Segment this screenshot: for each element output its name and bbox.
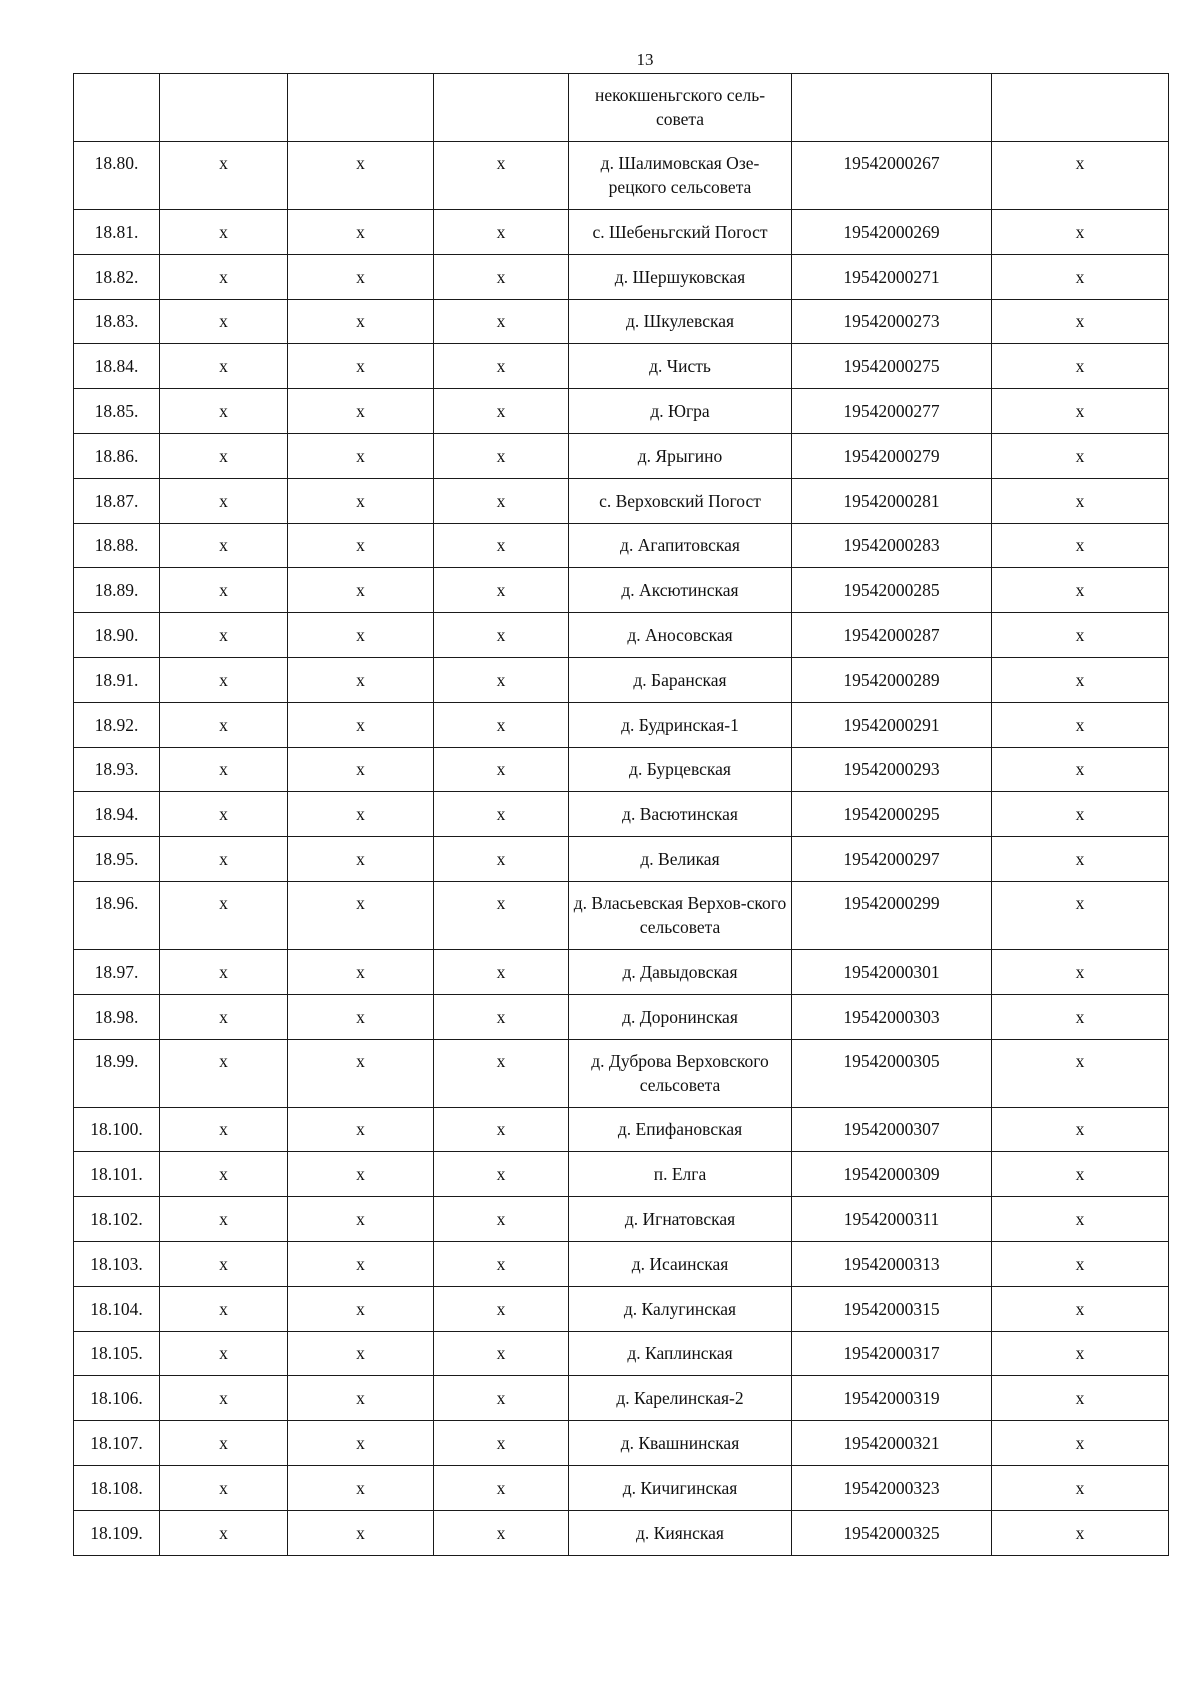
column-2-cell: х: [288, 1331, 434, 1376]
oktmo-code-cell: 19542000319: [792, 1376, 992, 1421]
column-3-cell: х: [434, 792, 569, 837]
column-6-cell: х: [992, 1331, 1169, 1376]
column-6-cell: х: [992, 299, 1169, 344]
column-2-cell: х: [288, 210, 434, 255]
column-1-cell: х: [160, 881, 288, 949]
column-3-cell: х: [434, 994, 569, 1039]
table-row: [74, 1331, 1169, 1376]
row-number-cell: 18.90.: [74, 613, 160, 658]
column-6-cell: х: [992, 344, 1169, 389]
column-6-cell: х: [992, 657, 1169, 702]
column-2-cell: х: [288, 1197, 434, 1242]
column-1-cell: х: [160, 254, 288, 299]
column-3-cell: х: [434, 344, 569, 389]
column-6-cell: х: [992, 1241, 1169, 1286]
row-number-cell: 18.82.: [74, 254, 160, 299]
settlement-name-cell: некокшеньгского сель-совета: [569, 74, 792, 142]
table-row: [74, 1421, 1169, 1466]
table-row: [74, 1197, 1169, 1242]
table-row: [74, 1039, 1169, 1107]
column-3-cell: х: [434, 657, 569, 702]
column-6-cell: х: [992, 1039, 1169, 1107]
column-1-cell: х: [160, 568, 288, 613]
row-number-cell: 18.86.: [74, 433, 160, 478]
oktmo-code-cell: 19542000317: [792, 1331, 992, 1376]
column-2-cell: х: [288, 1107, 434, 1152]
row-number-cell: 18.98.: [74, 994, 160, 1039]
column-2-cell: х: [288, 881, 434, 949]
column-2-cell: [288, 74, 434, 142]
settlement-name-cell: д. Будринская-1: [569, 702, 792, 747]
settlement-name-cell: д. Аксютинская: [569, 568, 792, 613]
column-1-cell: х: [160, 1510, 288, 1555]
table-row: [74, 568, 1169, 613]
row-number-cell: 18.99.: [74, 1039, 160, 1107]
column-1-cell: х: [160, 1331, 288, 1376]
oktmo-code-cell: 19542000267: [792, 142, 992, 210]
row-number-cell: 18.101.: [74, 1152, 160, 1197]
column-2-cell: х: [288, 837, 434, 882]
oktmo-code-cell: [792, 74, 992, 142]
column-1-cell: х: [160, 299, 288, 344]
table-row: [74, 994, 1169, 1039]
row-number-cell: 18.84.: [74, 344, 160, 389]
column-1-cell: х: [160, 1376, 288, 1421]
column-6-cell: х: [992, 1197, 1169, 1242]
column-2-cell: х: [288, 949, 434, 994]
table-row: [74, 837, 1169, 882]
settlement-name-cell: д. Игнатовская: [569, 1197, 792, 1242]
column-3-cell: х: [434, 1241, 569, 1286]
column-3-cell: х: [434, 1421, 569, 1466]
column-2-cell: х: [288, 1039, 434, 1107]
row-number-cell: 18.85.: [74, 389, 160, 434]
table-row: [74, 254, 1169, 299]
settlement-name-cell: д. Великая: [569, 837, 792, 882]
row-number-cell: 18.100.: [74, 1107, 160, 1152]
row-number-cell: 18.87.: [74, 478, 160, 523]
settlement-name-cell: д. Шершуковская: [569, 254, 792, 299]
column-3-cell: [434, 74, 569, 142]
column-2-cell: х: [288, 792, 434, 837]
column-1-cell: х: [160, 1286, 288, 1331]
settlement-name-cell: д. Дуброва Верховского сельсовета: [569, 1039, 792, 1107]
row-number-cell: 18.97.: [74, 949, 160, 994]
column-3-cell: х: [434, 568, 569, 613]
column-1-cell: х: [160, 949, 288, 994]
column-1-cell: х: [160, 1421, 288, 1466]
settlement-name-cell: д. Агапитовская: [569, 523, 792, 568]
settlement-name-cell: д. Исаинская: [569, 1241, 792, 1286]
oktmo-code-cell: 19542000285: [792, 568, 992, 613]
column-2-cell: х: [288, 702, 434, 747]
oktmo-code-cell: 19542000295: [792, 792, 992, 837]
row-number-cell: 18.109.: [74, 1510, 160, 1555]
column-3-cell: х: [434, 702, 569, 747]
column-6-cell: х: [992, 881, 1169, 949]
page-number: 13: [636, 50, 654, 69]
column-1-cell: х: [160, 344, 288, 389]
oktmo-code-cell: 19542000291: [792, 702, 992, 747]
settlement-name-cell: д. Каплинская: [569, 1331, 792, 1376]
column-3-cell: х: [434, 210, 569, 255]
column-1-cell: х: [160, 433, 288, 478]
column-6-cell: х: [992, 523, 1169, 568]
column-3-cell: х: [434, 523, 569, 568]
column-1-cell: х: [160, 142, 288, 210]
row-number-cell: 18.89.: [74, 568, 160, 613]
column-3-cell: х: [434, 881, 569, 949]
oktmo-code-cell: 19542000281: [792, 478, 992, 523]
row-number-cell: 18.80.: [74, 142, 160, 210]
settlement-name-cell: с. Верховский Погост: [569, 478, 792, 523]
settlement-name-cell: д. Баранская: [569, 657, 792, 702]
column-3-cell: х: [434, 254, 569, 299]
table-row: [74, 74, 1169, 142]
settlement-name-cell: д. Шкулевская: [569, 299, 792, 344]
oktmo-code-cell: 19542000293: [792, 747, 992, 792]
column-1-cell: х: [160, 1107, 288, 1152]
row-number-cell: 18.81.: [74, 210, 160, 255]
column-3-cell: х: [434, 1376, 569, 1421]
table-row: [74, 792, 1169, 837]
column-1-cell: х: [160, 792, 288, 837]
row-number-cell: 18.94.: [74, 792, 160, 837]
table-row: [74, 1241, 1169, 1286]
settlement-name-cell: д. Власьевская Верхов-ского сельсовета: [569, 881, 792, 949]
oktmo-code-cell: 19542000303: [792, 994, 992, 1039]
settlement-name-cell: д. Квашнинская: [569, 1421, 792, 1466]
column-6-cell: х: [992, 433, 1169, 478]
column-1-cell: х: [160, 657, 288, 702]
row-number-cell: 18.107.: [74, 1421, 160, 1466]
column-2-cell: х: [288, 747, 434, 792]
table-row: [74, 1510, 1169, 1555]
column-2-cell: х: [288, 299, 434, 344]
oktmo-code-cell: 19542000307: [792, 1107, 992, 1152]
column-2-cell: х: [288, 1376, 434, 1421]
settlement-name-cell: д. Шалимовская Озе-рецкого сельсовета: [569, 142, 792, 210]
table-row: [74, 657, 1169, 702]
row-number-cell: 18.92.: [74, 702, 160, 747]
oktmo-code-cell: 19542000275: [792, 344, 992, 389]
column-3-cell: х: [434, 1331, 569, 1376]
column-1-cell: х: [160, 1241, 288, 1286]
column-3-cell: х: [434, 433, 569, 478]
settlement-name-cell: д. Югра: [569, 389, 792, 434]
settlement-name-cell: д. Бурцевская: [569, 747, 792, 792]
column-1-cell: х: [160, 702, 288, 747]
column-2-cell: х: [288, 613, 434, 658]
column-1-cell: х: [160, 210, 288, 255]
settlement-name-cell: д. Ярыгино: [569, 433, 792, 478]
oktmo-code-cell: 19542000299: [792, 881, 992, 949]
column-2-cell: х: [288, 254, 434, 299]
column-2-cell: х: [288, 389, 434, 434]
oktmo-code-cell: 19542000277: [792, 389, 992, 434]
column-3-cell: х: [434, 299, 569, 344]
settlement-name-cell: д. Давыдовская: [569, 949, 792, 994]
table-row: [74, 1465, 1169, 1510]
column-2-cell: х: [288, 344, 434, 389]
column-2-cell: х: [288, 433, 434, 478]
column-6-cell: х: [992, 478, 1169, 523]
table-row: [74, 142, 1169, 210]
column-1-cell: х: [160, 1465, 288, 1510]
table-row: [74, 1286, 1169, 1331]
row-number-cell: 18.95.: [74, 837, 160, 882]
column-6-cell: х: [992, 1376, 1169, 1421]
row-number-cell: 18.106.: [74, 1376, 160, 1421]
oktmo-code-cell: 19542000301: [792, 949, 992, 994]
column-6-cell: х: [992, 1510, 1169, 1555]
column-3-cell: х: [434, 142, 569, 210]
column-1-cell: х: [160, 837, 288, 882]
column-6-cell: х: [992, 994, 1169, 1039]
column-3-cell: х: [434, 949, 569, 994]
column-6-cell: х: [992, 568, 1169, 613]
column-2-cell: х: [288, 1286, 434, 1331]
row-number-cell: 18.88.: [74, 523, 160, 568]
column-2-cell: х: [288, 994, 434, 1039]
oktmo-code-cell: 19542000279: [792, 433, 992, 478]
settlement-name-cell: д. Чисть: [569, 344, 792, 389]
column-3-cell: х: [434, 1107, 569, 1152]
column-1-cell: х: [160, 478, 288, 523]
row-number-cell: [74, 74, 160, 142]
column-6-cell: х: [992, 254, 1169, 299]
oktmo-code-cell: 19542000287: [792, 613, 992, 658]
oktmo-code-cell: 19542000269: [792, 210, 992, 255]
column-2-cell: х: [288, 142, 434, 210]
settlement-name-cell: д. Епифановская: [569, 1107, 792, 1152]
row-number-cell: 18.108.: [74, 1465, 160, 1510]
table-row: [74, 299, 1169, 344]
column-2-cell: х: [288, 1421, 434, 1466]
table-row: [74, 478, 1169, 523]
column-6-cell: х: [992, 1421, 1169, 1466]
column-3-cell: х: [434, 613, 569, 658]
oktmo-code-cell: 19542000309: [792, 1152, 992, 1197]
table-row: [74, 1376, 1169, 1421]
table-row: [74, 523, 1169, 568]
table-row: [74, 613, 1169, 658]
column-6-cell: х: [992, 1107, 1169, 1152]
column-6-cell: [992, 74, 1169, 142]
column-3-cell: х: [434, 1286, 569, 1331]
column-3-cell: х: [434, 747, 569, 792]
settlement-name-cell: п. Елга: [569, 1152, 792, 1197]
column-2-cell: х: [288, 478, 434, 523]
column-6-cell: х: [992, 747, 1169, 792]
row-number-cell: 18.104.: [74, 1286, 160, 1331]
column-1-cell: х: [160, 747, 288, 792]
oktmo-code-cell: 19542000311: [792, 1197, 992, 1242]
column-6-cell: х: [992, 949, 1169, 994]
column-3-cell: х: [434, 1197, 569, 1242]
column-6-cell: х: [992, 1152, 1169, 1197]
settlement-name-cell: с. Шебеньгский Погост: [569, 210, 792, 255]
row-number-cell: 18.103.: [74, 1241, 160, 1286]
oktmo-code-cell: 19542000283: [792, 523, 992, 568]
settlement-name-cell: д. Кичигинская: [569, 1465, 792, 1510]
column-1-cell: х: [160, 1197, 288, 1242]
column-1-cell: х: [160, 1152, 288, 1197]
column-3-cell: х: [434, 478, 569, 523]
row-number-cell: 18.96.: [74, 881, 160, 949]
oktmo-code-cell: 19542000323: [792, 1465, 992, 1510]
table-row: [74, 949, 1169, 994]
settlement-name-cell: д. Калугинская: [569, 1286, 792, 1331]
column-2-cell: х: [288, 1465, 434, 1510]
column-6-cell: х: [992, 1286, 1169, 1331]
column-1-cell: х: [160, 1039, 288, 1107]
row-number-cell: 18.93.: [74, 747, 160, 792]
table-row: [74, 702, 1169, 747]
table-row: [74, 344, 1169, 389]
column-3-cell: х: [434, 1152, 569, 1197]
column-2-cell: х: [288, 657, 434, 702]
column-2-cell: х: [288, 1510, 434, 1555]
table-row: [74, 1152, 1169, 1197]
column-1-cell: [160, 74, 288, 142]
table-row: [74, 210, 1169, 255]
settlement-name-cell: д. Васютинская: [569, 792, 792, 837]
table-row: [74, 389, 1169, 434]
table-row: [74, 1107, 1169, 1152]
column-3-cell: х: [434, 1465, 569, 1510]
column-2-cell: х: [288, 523, 434, 568]
column-6-cell: х: [992, 210, 1169, 255]
column-3-cell: х: [434, 1510, 569, 1555]
column-3-cell: х: [434, 1039, 569, 1107]
column-1-cell: х: [160, 523, 288, 568]
settlement-name-cell: д. Киянская: [569, 1510, 792, 1555]
oktmo-code-cell: 19542000313: [792, 1241, 992, 1286]
column-3-cell: х: [434, 389, 569, 434]
oktmo-code-cell: 19542000271: [792, 254, 992, 299]
row-number-cell: 18.83.: [74, 299, 160, 344]
column-6-cell: х: [992, 1465, 1169, 1510]
oktmo-code-cell: 19542000273: [792, 299, 992, 344]
oktmo-code-cell: 19542000297: [792, 837, 992, 882]
column-2-cell: х: [288, 1152, 434, 1197]
column-2-cell: х: [288, 568, 434, 613]
table-row: [74, 881, 1169, 949]
column-2-cell: х: [288, 1241, 434, 1286]
row-number-cell: 18.105.: [74, 1331, 160, 1376]
column-6-cell: х: [992, 142, 1169, 210]
oktmo-code-cell: 19542000315: [792, 1286, 992, 1331]
settlement-name-cell: д. Аносовская: [569, 613, 792, 658]
settlement-name-cell: д. Доронинская: [569, 994, 792, 1039]
oktmo-code-cell: 19542000325: [792, 1510, 992, 1555]
table-row: [74, 747, 1169, 792]
column-6-cell: х: [992, 613, 1169, 658]
column-1-cell: х: [160, 389, 288, 434]
row-number-cell: 18.91.: [74, 657, 160, 702]
column-6-cell: х: [992, 702, 1169, 747]
table-body: [74, 74, 1169, 1556]
column-6-cell: х: [992, 837, 1169, 882]
column-1-cell: х: [160, 994, 288, 1039]
column-3-cell: х: [434, 837, 569, 882]
column-6-cell: х: [992, 389, 1169, 434]
oktmo-code-cell: 19542000305: [792, 1039, 992, 1107]
oktmo-code-cell: 19542000321: [792, 1421, 992, 1466]
column-6-cell: х: [992, 792, 1169, 837]
settlements-table: [73, 73, 1169, 1556]
oktmo-code-cell: 19542000289: [792, 657, 992, 702]
row-number-cell: 18.102.: [74, 1197, 160, 1242]
table-row: [74, 433, 1169, 478]
column-1-cell: х: [160, 613, 288, 658]
settlement-name-cell: д. Карелинская-2: [569, 1376, 792, 1421]
